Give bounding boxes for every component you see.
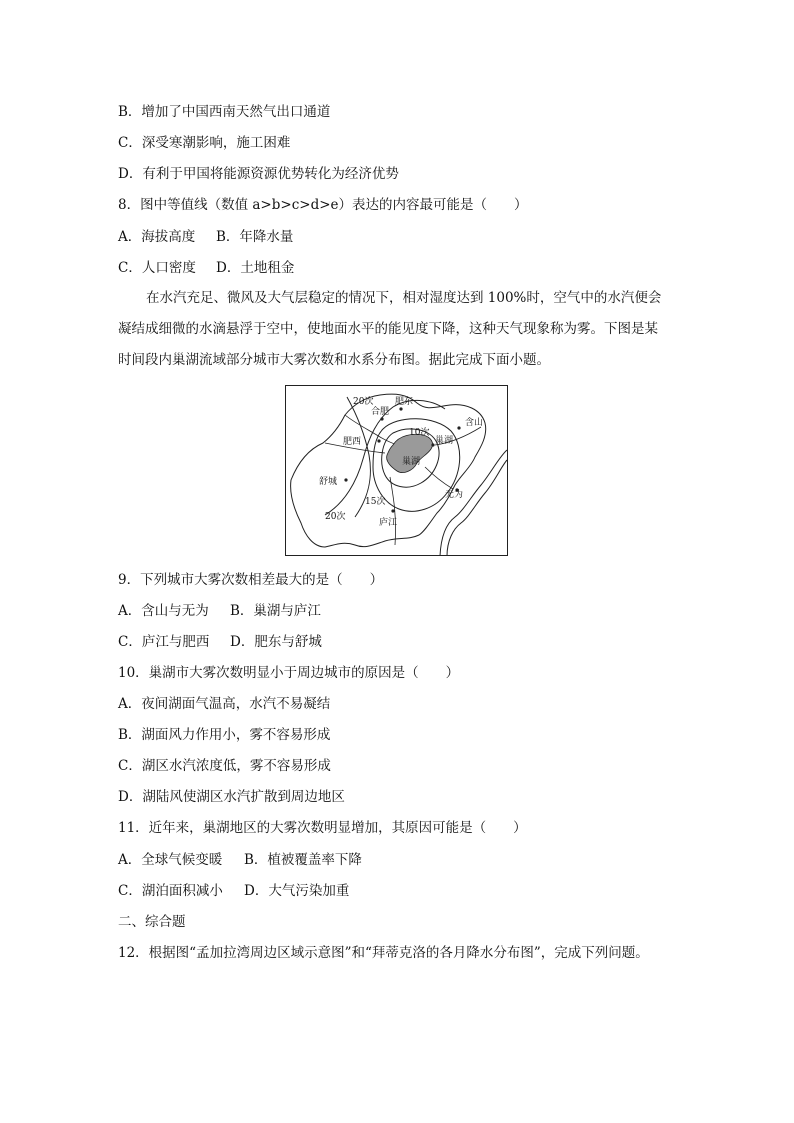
q12-stem: 12．根据图“孟加拉湾周边区域示意图”和“拜蒂克洛的各月降水分布图”，完成下列问题。 [118,945,649,961]
q8-option-a: A．海拔高度 [118,229,196,245]
q8-options-row1 [118,228,293,246]
passage-line-2: 凝结成细微的水滴悬浮于空中，使地面水平的能见度下降，这种天气现象称为雾。下图是某 [118,321,658,337]
q11-option-c: C．湖泊面积减小 [118,883,223,899]
q7-option-b: B．增加了中国西南天然气出口通道 [118,104,331,120]
q7-option-c: C．深受寒潮影响，施工困难 [118,135,291,151]
q10-option-a: A．夜间湖面气温高，水汽不易凝结 [118,696,331,712]
chaohu-fog-map [285,385,508,556]
label-shucheng: 舒城 [319,477,338,487]
q8-option-d: D．土地租金 [216,260,295,276]
label-hefei: 合肥 [371,407,390,417]
label-feidong: 肥东 [395,397,414,407]
label-chaohu-lake: 巢湖 [402,457,421,467]
q10-option-d: D．湖陆风使湖区水汽扩散到周边地区 [118,789,345,805]
label-10: 10次 [409,428,430,438]
section-heading: 二、综合题 [118,914,186,930]
q9-options-row2 [118,633,322,651]
label-lujiang: 庐江 [379,518,398,528]
q7-option-d: D．有利于甲国将能源资源优势转化为经济优势 [118,166,399,182]
q9-option-b: B．巢湖与庐江 [230,603,321,619]
passage [118,283,678,376]
q10-option-c: C．湖区水汽浓度低，雾不容易形成 [118,758,331,774]
q11-option-a: A．全球气候变暖 [118,852,223,868]
q8-options-row2 [118,259,294,277]
label-feixi: 肥西 [343,437,362,447]
q11-option-d: D．大气污染加重 [244,883,350,899]
label-15: 15次 [365,497,386,507]
q11-stem: 11．近年来，巢湖地区的大雾次数明显增加，其原因可能是（ ） [118,820,527,836]
label-20-top: 20次 [353,397,374,407]
passage-line-3: 时间段内巢湖流域部分城市大雾次数和水系分布图。据此完成下面小题。 [118,352,550,368]
q11-option-b: B．植被覆盖率下降 [244,852,362,868]
label-chaohu-city: 巢湖 [435,436,454,446]
q9-option-a: A．含山与无为 [118,603,209,619]
q9-option-c: C．庐江与肥西 [118,634,210,650]
label-20-bottom: 20次 [325,512,346,522]
q9-stem: 9．下列城市大雾次数相差最大的是（ ） [118,572,384,588]
q8-stem: 8．图中等值线（数值 a>b>c>d>e）表达的内容最可能是（ ） [118,197,528,213]
q10-option-b: B．湖面风力作用小，雾不容易形成 [118,727,331,743]
q9-option-d: D．肥东与舒城 [230,634,322,650]
label-hanshan: 含山 [465,418,484,428]
q10-stem: 10．巢湖市大雾次数明显小于周边城市的原因是（ ） [118,665,460,681]
label-wuwei: 无为 [445,490,464,500]
q8-option-b: B．年降水量 [216,229,294,245]
q11-options-row2 [118,882,349,900]
passage-line-1: 在水汽充足、微风及大气层稳定的情况下，相对湿度达到 100%时，空气中的水汽便会 [146,290,662,306]
q11-options-row1 [118,851,362,869]
q8-option-c: C．人口密度 [118,260,196,276]
q9-options-row1 [118,602,321,620]
